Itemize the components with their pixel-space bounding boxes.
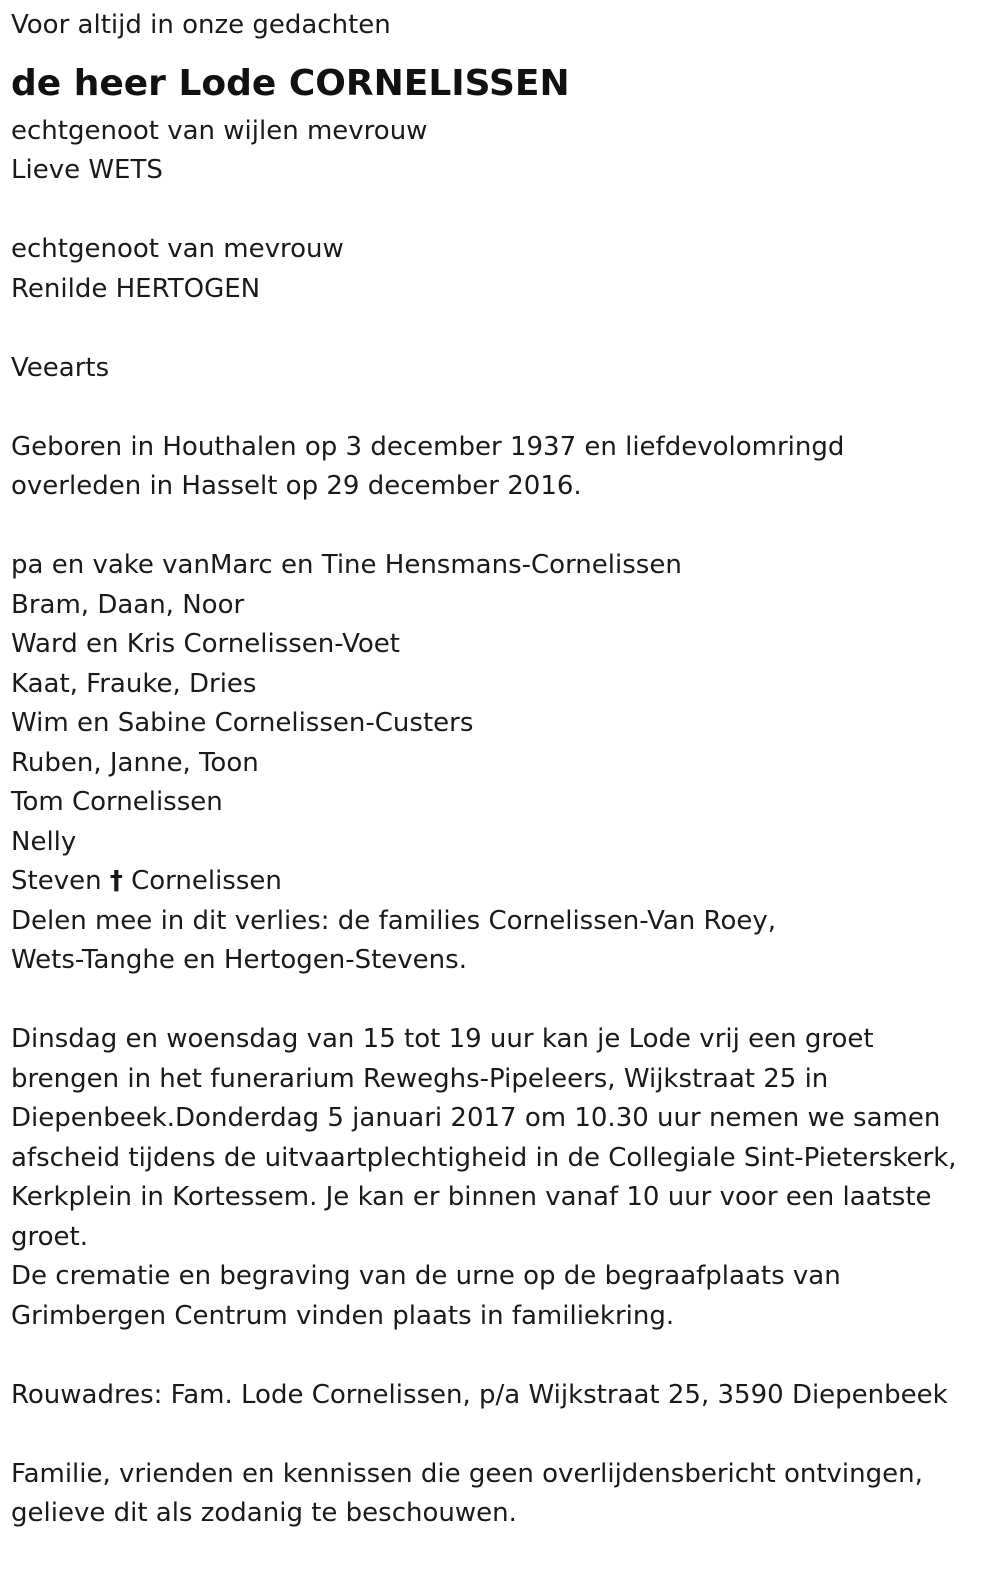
- family-list: [11, 546, 989, 981]
- birth-line2: overleden in Hasselt op 29 december 2016.: [11, 471, 582, 501]
- family-line: Nelly: [11, 826, 77, 857]
- family-line: Bram, Daan, Noor: [11, 589, 245, 620]
- family-line: Ward en Kris Cornelissen-Voet: [11, 629, 400, 659]
- family-line: Tom Cornelissen: [11, 787, 223, 817]
- steven-first-name: Steven: [11, 866, 102, 896]
- closing-paragraph: Familie, vrienden en kennissen die geen overlijdensbericht ontvingen, gelieve dit als zodanig te beschouwen.: [11, 1458, 923, 1528]
- family-line-steven: [11, 862, 989, 902]
- spouse1-line2: Lieve WETS: [11, 155, 163, 185]
- spouse2-line2: Renilde HERTOGEN: [11, 273, 261, 304]
- family-line: Ruben, Janne, Toon: [11, 747, 259, 778]
- spouse1-line1: echtgenoot van wijlen mevrouw: [11, 115, 428, 146]
- share-line2: Wets-Tanghe en Hertogen-Stevens.: [11, 945, 467, 975]
- cremation-paragraph: De crematie en begraving van de urne op de begraafplaats van Grimbergen Centrum vinden plaats in familiekring.: [11, 1261, 841, 1331]
- profession: Veearts: [11, 352, 110, 383]
- steven-last-name: Cornelissen: [131, 866, 282, 896]
- spacer: [11, 191, 989, 231]
- cross-icon: †: [109, 866, 123, 896]
- spacer: [11, 507, 989, 547]
- spouse2-line1: echtgenoot van mevrouw: [11, 234, 344, 264]
- family-line: Kaat, Frauke, Dries: [11, 668, 257, 699]
- header-text: Voor altijd in onze gedachten: [11, 10, 391, 40]
- funeral-paragraph: Dinsdag en woensdag van 15 tot 19 uur kan je Lode vrij een groet brengen in het funerarium Reweghs-Pipeleers, Wijkstraat 25 in Diepenbeek.Donderdag 5 januari 2017 om 10.30 uur nemen we samen afscheid tijdens de uitvaartplechtigheid in de Collegiale Sint-Pieterskerk, Kerkplein in Kortessem. Je kan er binnen vanaf 10 uur voor een laatste groet.: [11, 1024, 957, 1252]
- spacer: [11, 1336, 989, 1376]
- deceased-name: de heer Lode CORNELISSEN: [11, 62, 570, 104]
- family-line: pa en vake vanMarc en Tine Hensmans-Cornelissen: [11, 550, 682, 580]
- birth-line1: Geboren in Houthalen op 3 december 1937 en liefdevolomringd: [11, 431, 845, 462]
- spacer: [11, 388, 989, 428]
- spacer: [11, 1415, 989, 1455]
- spacer: [11, 981, 989, 1021]
- family-line: Wim en Sabine Cornelissen-Custers: [11, 708, 474, 738]
- spacer: [11, 309, 989, 349]
- share-line1: Delen mee in dit verlies: de families Cornelissen-Van Roey,: [11, 905, 776, 936]
- mourning-address: Rouwadres: Fam. Lode Cornelissen, p/a Wijkstraat 25, 3590 Diepenbeek: [11, 1379, 948, 1410]
